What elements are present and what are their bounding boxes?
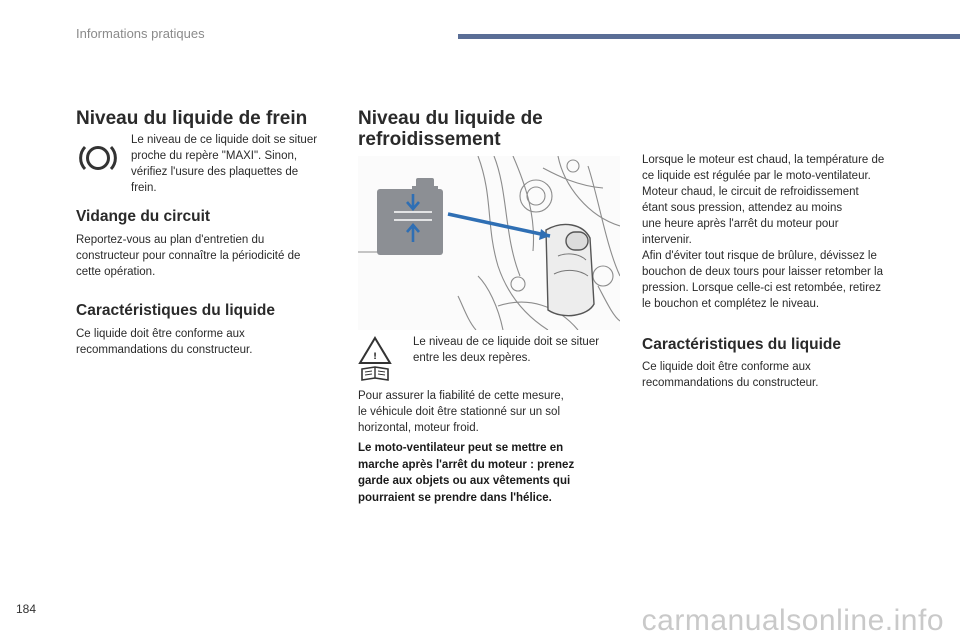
coolant-level-note: Le niveau de ce liquide doit se situer entre les deux repères. [413,336,600,364]
header-accent-bar [458,34,960,39]
reliability-text: Pour assurer la fiabilité de cette mesure, le véhicule doit être stationné sur un sol horizontal, moteur froid. [358,390,564,434]
brake-fluid-title: Niveau du liquide de frein [76,108,308,129]
fan-warning-text: Le moto-ventilateur peut se mettre en marche après l'arrêt du moteur : prenez garde aux objets ou aux vêtements qui pourraient se prendre dans l'hélice. [358,442,575,504]
brake-warning-icon [78,140,118,181]
read-manual-icon [358,336,392,387]
drain-text: Reportez-vous au plan d'entretien du constructeur pour connaître la périodicité de cette opération. [76,234,301,278]
section-label: Informations pratiques [76,26,205,41]
coolant-spec-title: Caractéristiques du liquide [642,336,841,353]
drain-title: Vidange du circuit [76,208,211,225]
coolant-reservoir-illustration [358,156,620,335]
brake-spec-title: Caractéristiques du liquide [76,302,275,319]
brake-warning-text: Le niveau de ce liquide doit se situer proche du repère "MAXI". Sinon, vérifiez l'usure des plaquettes de frein. [131,134,318,194]
svg-text:!: ! [372,352,378,362]
page-number: 184 [16,602,37,616]
watermark: carmanualsonline.info [641,604,944,637]
coolant-title: Niveau du liquide de refroidissement [358,108,543,150]
brake-spec-text: Ce liquide doit être conforme aux recommandations du constructeur. [76,328,253,356]
hot-engine-text: Lorsque le moteur est chaud, la température de ce liquide est régulée par le moto-ventilateur. Moteur chaud, le circuit de refroidissement étant sous pression, attendez au moins une heure après l'arrêt du moteur pour intervenir. Afin d'éviter tout risque de brûlure, dévissez le bouchon de deux tours pour laisser retomber la pression. Lorsque celle-ci est retombée, retirez le bouchon et complétez le niveau. [642,154,885,310]
coolant-spec-text: Ce liquide doit être conforme aux recommandations du constructeur. [642,361,819,389]
